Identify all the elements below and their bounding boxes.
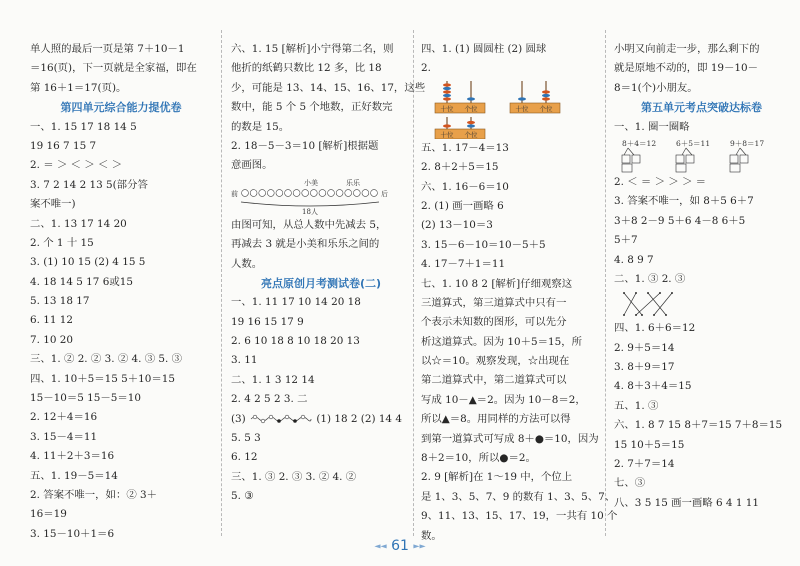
answer-line: 2. 7＋7＝14	[614, 458, 675, 471]
queue-person-circle	[362, 189, 369, 196]
answer-line: 2. ＝ ＞ ＜ ＞ ＜ ＞	[30, 159, 123, 172]
bead-question-number: (3)	[231, 412, 246, 425]
answer-line: 3. 11	[231, 354, 258, 367]
answer-line: 2. 4 2 5 2 3. 二	[231, 393, 308, 406]
answer-line: 3. 15－6－10＝10－5＋5	[421, 238, 546, 251]
bead-answer-line	[231, 410, 411, 429]
answer-lines	[421, 40, 599, 79]
column-1	[30, 40, 212, 544]
answer-line: 2. 个 1 十 15	[30, 236, 94, 249]
answer-line: 3. 15－10＋1＝6	[30, 527, 115, 540]
page-number	[370, 538, 430, 554]
answer-lines	[231, 40, 426, 176]
queue-person-circle	[259, 189, 266, 196]
answer-line: 四、1. (1) 圆圆柱 (2) 圆球	[421, 43, 547, 55]
column-divider	[413, 30, 414, 536]
answer-line: 数中，能 5 个 5 个地数，正好数完	[231, 101, 393, 114]
abacus-label-tens: 十位	[440, 104, 454, 113]
answer-line: 五、1. 17－4＝13	[421, 141, 509, 154]
answer-line: 六、1. 8 7 15 8＋7＝15 7＋8＝15	[614, 419, 783, 432]
answer-line: 3. 答案不唯一，如 8＋5 6＋7	[614, 195, 754, 208]
answer-line: 三、1. ② 2. ② 3. ② 4. ③ 5. ③	[30, 353, 183, 366]
answer-line: 2. 12＋4＝16	[30, 411, 98, 424]
prev-arrows-icon: ◄◄	[374, 541, 387, 551]
diagram-circles	[242, 189, 378, 196]
answer-line: 16＝19	[30, 508, 67, 521]
answer-line: 数。	[421, 529, 442, 542]
column-2	[231, 40, 426, 507]
answer-line: 四、1. 10＋5＝15 5＋10＝15	[30, 372, 175, 385]
answer-line: 案不唯一)	[30, 198, 76, 211]
answer-line: 2. ＜ ＝ ＞ ＞ ＞ ＝	[614, 175, 707, 188]
answer-line: 3. (1) 10 15 (2) 4 15 5	[30, 256, 146, 269]
queue-person-circle	[242, 189, 249, 196]
answer-line: 4. 8 9 7	[614, 253, 654, 266]
answer-line: (2) 13－10＝3	[421, 219, 493, 232]
matching-lines-figure	[614, 289, 789, 319]
answer-line: 二、1. 1 3 12 14	[231, 373, 315, 386]
answer-lines	[421, 139, 618, 546]
section-title: 第五单元考点突破达标卷	[641, 101, 762, 115]
abacus-figures	[421, 79, 599, 139]
answer-line: 三道算式，第三道算式中只有一	[421, 296, 567, 309]
queue-person-circle	[336, 189, 343, 196]
diagram-total-label: 18人	[302, 207, 318, 216]
answer-line: 第二道算式中，第二道算式可以	[421, 374, 567, 387]
diagram-head-label: 前	[231, 189, 238, 198]
section-title: 第四单元综合能力提优卷	[60, 101, 182, 115]
answer-line: 2. 答案不唯一，如：② 3＋	[30, 488, 158, 501]
answer-lines	[614, 173, 789, 289]
answer-lines	[30, 40, 212, 98]
abacus-label-ones: 个位	[464, 130, 478, 139]
answer-line: 6. 12	[231, 451, 258, 464]
queue-person-circle	[293, 189, 300, 196]
answer-line: 一、1. 15 17 18 14 5	[30, 120, 137, 133]
answer-line: 六、1. 16－6＝10	[421, 180, 509, 193]
answer-line: 4. 11＋2＋3＝16	[30, 450, 115, 463]
answer-line: 4. 8＋3＋4＝15	[614, 380, 692, 393]
diagram-left-label: 小美	[304, 178, 318, 187]
answer-line: 9、11、13、15、17、19，一共有 10 个	[421, 510, 618, 523]
abacus-label-ones: 个位	[539, 104, 553, 113]
answer-line: 二、1. 13 17 14 20	[30, 217, 127, 230]
column-divider	[605, 30, 606, 536]
answer-line: 就是原地不动的，即 19－10－	[614, 62, 759, 75]
answer-line: 2.	[421, 62, 431, 75]
answer-line: 到第一道算式可写成 8＋●＝10，因为	[421, 432, 599, 445]
answer-line: 四、1. 6＋6＝12	[614, 322, 696, 335]
answer-lines	[231, 216, 411, 274]
answer-line: 析这道算式。因为 10＋5＝15，所	[421, 335, 583, 348]
answer-line: 第 16＋1＝17(页)。	[30, 81, 127, 94]
answer-line: 个表示未知数的图形，可以先分	[421, 316, 567, 329]
answer-line: 由图可知，从总人数中先减去 5，	[231, 218, 387, 231]
page-number-value: 61	[391, 538, 409, 554]
diagram-tail-label: 后	[381, 189, 388, 198]
answer-line: 所以▲＝8。用同样的方法可以得	[421, 413, 571, 426]
answer-line: 5. 13 18 17	[30, 295, 90, 308]
next-arrows-icon: ►►	[413, 541, 426, 551]
abacus-label-tens: 十位	[515, 104, 529, 113]
queue-person-circle	[250, 189, 257, 196]
answer-line: 3. 8＋9＝17	[614, 361, 675, 374]
queue-person-circle	[345, 189, 352, 196]
answer-line: 以☆＝10。观察发现，☆出现在	[421, 355, 570, 368]
answer-line: 五、1. 19－5＝14	[30, 469, 118, 482]
answer-line: 5＋7	[614, 234, 638, 247]
answer-line: 4. 18 14 5 17 6或15	[30, 275, 133, 288]
answer-line: 3＋8 2－9 5＋6 4－8 6＋5	[614, 214, 746, 227]
answer-line: 三、1. ③ 2. ③ 3. ② 4. ②	[231, 470, 357, 483]
abacus-label-tens: 十位	[440, 130, 454, 139]
answer-line: 2. 8＋2＋5＝15	[421, 161, 499, 174]
answer-line: 七、1. 10 8 2 [解析]仔细观察这	[421, 277, 573, 290]
answer-line: 写成 10－▲＝2。因为 10－8＝2，	[421, 393, 586, 406]
queue-person-circle	[319, 189, 326, 196]
queue-person-circle	[276, 189, 283, 196]
answer-line: 3. 15－4＝11	[30, 430, 98, 443]
answer-line: 4. 17－7＋1＝11	[421, 258, 506, 271]
queue-person-circle	[371, 189, 378, 196]
queue-person-circle	[310, 189, 317, 196]
answer-line: 六、1. 15 [解析]小宁得第二名，则	[231, 43, 394, 55]
column-3	[421, 40, 618, 546]
answer-lines	[30, 118, 212, 545]
answer-lines	[231, 429, 411, 507]
answer-line: 2. 6 10 18 8 10 18 20 13	[231, 335, 360, 348]
answer-line: 单人照的最后一页是第 7＋10－1	[30, 43, 185, 55]
section-title: 亮点原创月考测试卷(二)	[260, 276, 382, 290]
queue-person-circle	[353, 189, 360, 196]
answer-line: 3. 7 2 14 2 13 5(部分答	[30, 178, 148, 191]
answer-line: 七、③	[614, 477, 646, 490]
answer-line: 一、1. 圈一圈略	[614, 120, 690, 133]
number-split-figures	[614, 137, 789, 173]
abacus-label-ones: 个位	[464, 104, 478, 113]
queue-person-circle	[328, 189, 335, 196]
queue-person-circle	[302, 189, 309, 196]
queue-diagram	[231, 176, 411, 216]
answer-line: 少，可能是 13、14、15、16、17，这些	[231, 81, 426, 94]
answer-line: 6. 11 12	[30, 314, 73, 327]
answer-line: 二、1. ③ 2. ③	[614, 272, 686, 285]
diagram-right-label: 乐乐	[346, 178, 360, 187]
abacus-svg	[421, 79, 596, 139]
answer-line: 一、1. 11 17 10 14 20 18	[231, 296, 361, 309]
bead-answer-text: (1) 18 2 (2) 14 4	[316, 412, 402, 425]
number-split-svg	[614, 137, 789, 173]
answer-line: 15 10＋5＝15	[614, 438, 685, 451]
answer-line: 五、1. ③	[614, 399, 659, 412]
answer-line: 19 16 15 17 9	[231, 315, 304, 328]
answer-line: 5. 5 3	[231, 432, 261, 445]
answer-line: 2. (1) 画一画略 6	[421, 199, 504, 212]
answer-lines	[614, 118, 789, 137]
answer-line: 8＝1(个)小朋友。	[614, 81, 698, 94]
answer-line: 小明又向前走一步，那么剩下的	[614, 43, 760, 55]
queue-person-circle	[285, 189, 292, 196]
queue-person-circle	[267, 189, 274, 196]
split-equation-2: 6＋5＝11	[676, 138, 711, 148]
answer-line: 人数。	[231, 257, 263, 270]
answer-line: ＝16(页)，下一页就是全家福，即在	[30, 62, 197, 75]
matching-lines-svg	[614, 289, 789, 319]
answer-line: 19 16 7 15 7	[30, 139, 97, 152]
answer-line: 2. 9＋5＝14	[614, 341, 675, 354]
split-equation-1: 8＋4＝12	[622, 138, 657, 148]
diagram-brace	[241, 202, 379, 206]
answer-line: 的数是 15。	[231, 120, 290, 133]
answer-line: 他折的纸鹤只数比 12 多，比 18	[231, 62, 382, 75]
answer-lines	[614, 319, 789, 513]
answer-line: 7. 10 20	[30, 333, 73, 346]
bead-string-figure	[249, 414, 313, 424]
queue-diagram-svg	[231, 176, 411, 216]
answer-line: 5. ③	[231, 490, 254, 503]
answer-lines	[231, 293, 411, 409]
answer-line: 15－10＝5 15－5＝10	[30, 392, 141, 405]
answer-line: 再减去 3 就是小美和乐乐之间的	[231, 238, 380, 251]
answer-line: 2. 18－5－3＝10 [解析]根据题	[231, 139, 379, 152]
column-4	[614, 40, 789, 513]
column-divider	[221, 30, 222, 536]
answer-line: 8＋2＝10，所以●＝2。	[421, 452, 536, 465]
answer-line: 是 1、3、5、7、9 的数有 1、3、5、7、	[421, 490, 616, 503]
answer-line: 八、3 5 15 画一画略 6 4 1 11	[614, 496, 759, 509]
answer-line: 意画图。	[231, 159, 273, 172]
answer-line: 2. 9 [解析]在 1～19 中，个位上	[421, 471, 573, 484]
answer-lines	[614, 40, 789, 98]
split-equation-3: 9＋8＝17	[730, 138, 765, 148]
